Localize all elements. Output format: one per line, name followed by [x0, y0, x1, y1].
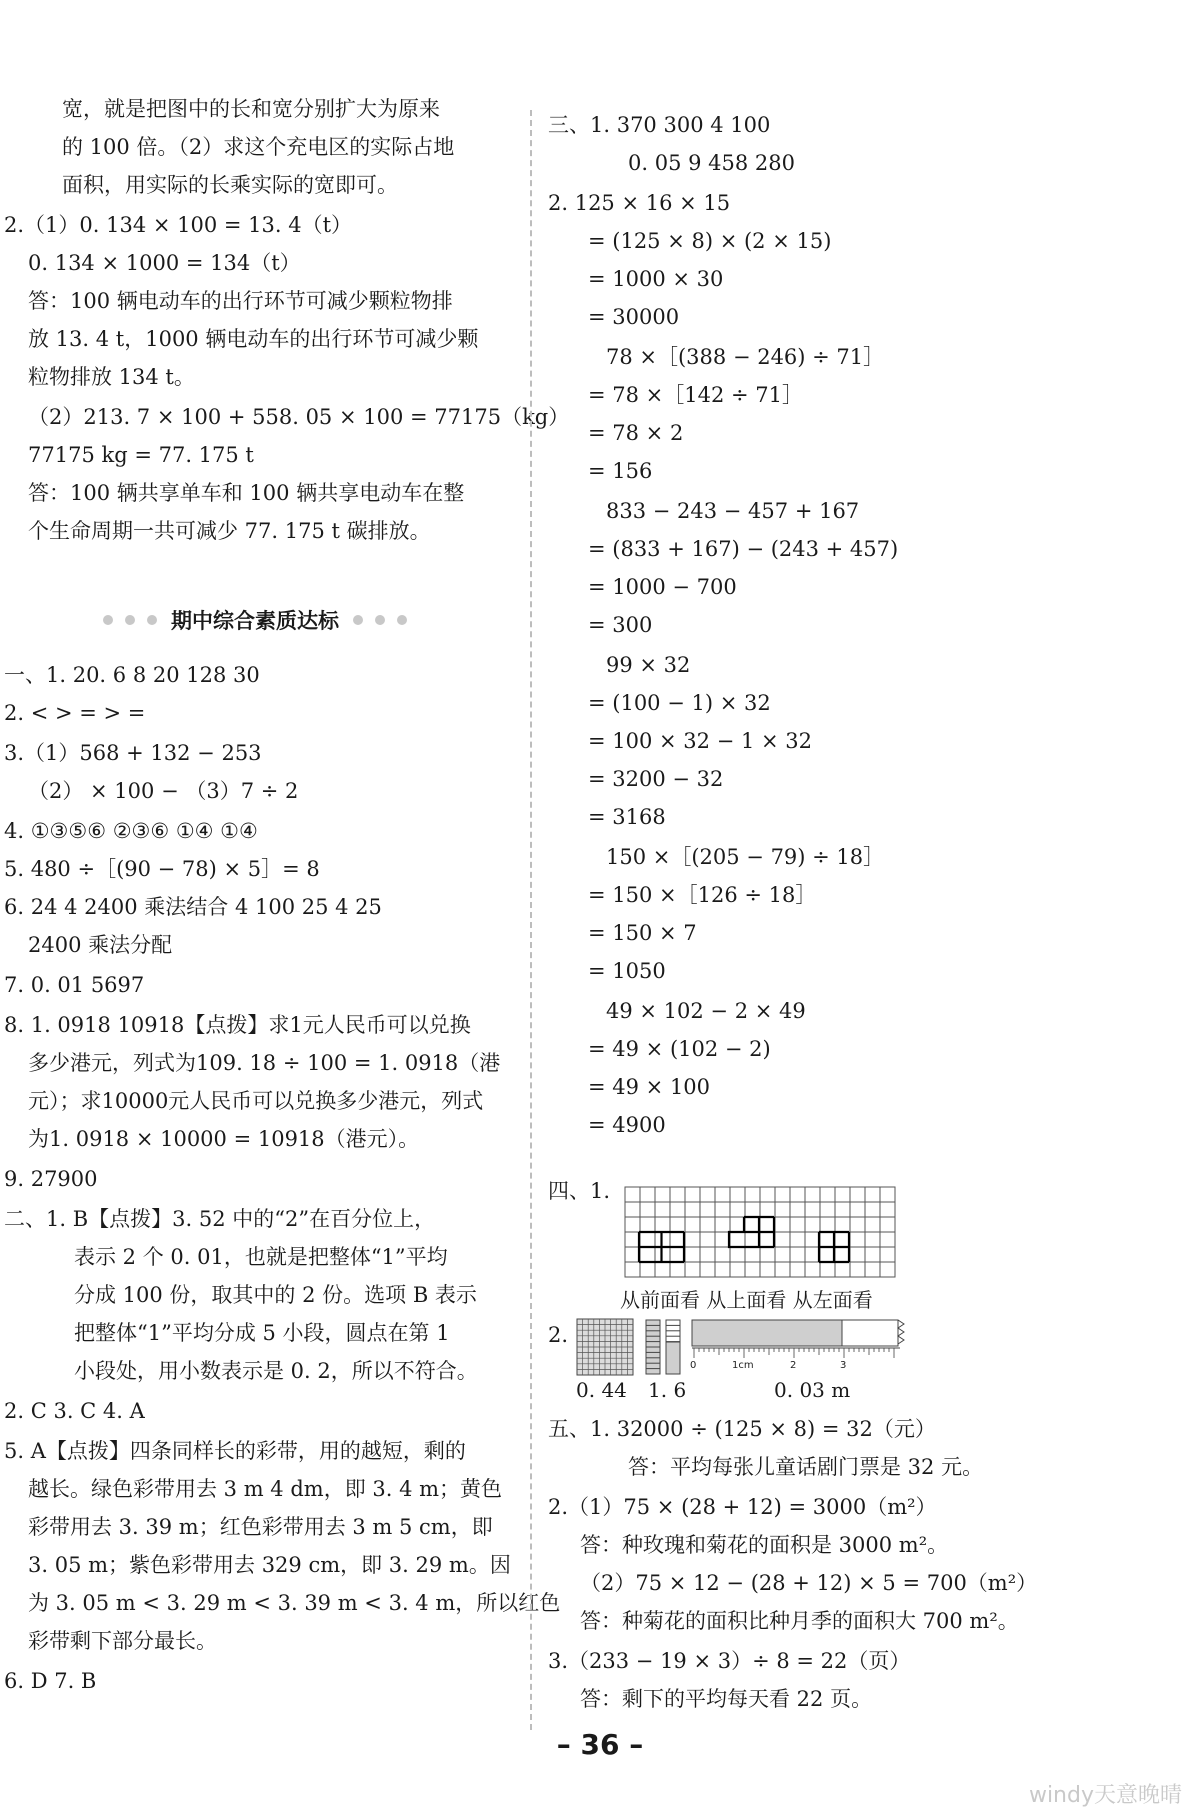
text-line: 5. 480 ÷［(90 − 78) × 5］= 8	[4, 857, 320, 881]
text-line: = 30000	[588, 305, 680, 329]
text-line: 2. C 3. C 4. A	[4, 1399, 145, 1423]
text-line: = 100 × 32 − 1 × 32	[588, 729, 812, 753]
ruler-figure	[690, 1318, 920, 1376]
text-line: = 156	[588, 459, 653, 483]
text-line: 二、1. B【点拨】3. 52 中的“2”在百分位上，	[4, 1207, 436, 1231]
text-line: = (100 − 1) × 32	[588, 691, 771, 715]
answer-line: 答：平均每张儿童话剧门票是 32 元。	[628, 1455, 984, 1479]
text-line: = 49 × (102 − 2)	[588, 1037, 771, 1061]
watermark: windy天意晚晴	[1028, 1783, 1182, 1808]
text-line: 元）；求10000元人民币可以兑换多少港元，列式	[28, 1089, 484, 1113]
text-line: 6. D 7. B	[4, 1669, 97, 1693]
text-line: 2.（1）75 × (28 + 12) = 3000（m²）	[548, 1495, 937, 1519]
text-line: = 1050	[588, 959, 666, 983]
hundred-grid-figure	[576, 1318, 636, 1376]
text-line: = 49 × 100	[588, 1075, 711, 1099]
text-line: 4. ①③⑤⑥ ②③⑥ ①④ ①④	[4, 819, 258, 843]
text-line: 分成 100 份，取其中的 2 份。选项 B 表示	[74, 1283, 477, 1307]
text-line: = 150 × 7	[588, 921, 697, 945]
text-line: = (833 + 167) − (243 + 457)	[588, 537, 899, 561]
text-line: = (125 × 8) × (2 × 15)	[588, 229, 832, 253]
text-line: = 1000 × 30	[588, 267, 724, 291]
text-line: 78 ×［(388 − 246) ÷ 71］	[606, 345, 885, 369]
column-divider	[530, 110, 532, 1730]
ruler-tick-label: 1cm	[732, 1360, 754, 1371]
text-line: 2.（1）0. 134 × 100 = 13. 4（t）	[4, 213, 353, 237]
text-line: 越长。绿色彩带用去 3 m 4 dm，即 3. 4 m；黄色	[28, 1477, 503, 1501]
text-line: 9. 27900	[4, 1167, 98, 1191]
bars-figure	[644, 1318, 684, 1376]
bars-value: 1. 6	[648, 1378, 687, 1402]
text-line: 宽，就是把图中的长和宽分别扩大为原来	[62, 97, 440, 121]
text-line: 3.（1）568 + 132 − 253	[4, 741, 262, 765]
text-line: 2. 125 × 16 × 15	[548, 191, 731, 215]
text-line: 150 ×［(205 − 79) ÷ 18］	[606, 845, 885, 869]
text-line: 6. 24 4 2400 乘法结合 4 100 25 4 25	[4, 895, 382, 919]
text-line: = 4900	[588, 1113, 666, 1137]
text-line: 77175 kg = 77. 175 t	[28, 443, 254, 467]
text-line: 把整体“1”平均分成 5 小段，圆点在第 1	[74, 1321, 450, 1345]
text-line: 放 13. 4 t，1000 辆电动车的出行环节可减少颗	[28, 327, 479, 351]
answer-line: 答：100 辆电动车的出行环节可减少颗粒物排	[28, 289, 453, 313]
text-line: 7. 0. 01 5697	[4, 973, 145, 997]
answer-line: 答：种菊花的面积比种月季的面积大 700 m²。	[580, 1609, 1019, 1633]
text-line: = 78 ×［142 ÷ 71］	[588, 383, 804, 407]
text-line: （2）75 × 12 − (28 + 12) × 5 = 700（m²）	[580, 1571, 1038, 1595]
text-line: 多少港元，列式为109. 18 ÷ 100 = 1. 0918（港	[28, 1051, 501, 1075]
dots-right	[353, 615, 407, 625]
text-line: （2）213. 7 × 100 + 558. 05 × 100 = 77175（kg）	[28, 405, 570, 429]
text-line: 一、1. 20. 6 8 20 128 30	[4, 663, 260, 687]
answer-line: 答：剩下的平均每天看 22 页。	[580, 1687, 873, 1711]
dots-left	[103, 615, 157, 625]
text-line: 3.（233 − 19 × 3）÷ 8 = 22（页）	[548, 1649, 911, 1673]
text-line: 彩带剩下部分最长。	[28, 1629, 217, 1653]
ruler-tick-label: 3	[840, 1360, 847, 1371]
grid-value: 0. 44	[576, 1378, 627, 1402]
text-line: 2. < > = > =	[4, 701, 146, 725]
answer-line: 答：种玫瑰和菊花的面积是 3000 m²。	[580, 1533, 949, 1557]
text-line: 个生命周期一共可减少 77. 175 t 碳排放。	[28, 519, 431, 543]
text-line: 的 100 倍。（2）求这个充电区的实际占地	[62, 135, 455, 159]
page-number: – 36 –	[556, 1728, 644, 1761]
section-title	[75, 600, 435, 640]
text-line: = 3200 − 32	[588, 767, 724, 791]
text-line: （2） × 100 − （3）7 ÷ 2	[28, 779, 299, 803]
text-line: 为 3. 05 m < 3. 29 m < 3. 39 m < 3. 4 m，所以红色	[28, 1591, 561, 1615]
text-line: 5. A【点拨】四条同样长的彩带，用的越短，剩的	[4, 1439, 466, 1463]
text-line: 为1. 0918 × 10000 = 10918（港元）。	[28, 1127, 420, 1151]
text-line: 五、1. 32000 ÷ (125 × 8) = 32（元）	[548, 1417, 936, 1441]
text-line: 833 − 243 − 457 + 167	[606, 499, 860, 523]
ruler-value: 0. 03 m	[774, 1378, 851, 1402]
text-line: 面积，用实际的长乘实际的宽即可。	[62, 173, 398, 197]
text-line: 三、1. 370 300 4 100	[548, 113, 771, 137]
text-line: 表示 2 个 0. 01，也就是把整体“1”平均	[74, 1245, 448, 1269]
text-line: 彩带用去 3. 39 m；红色彩带用去 3 m 5 cm，即	[28, 1515, 493, 1539]
text-line: 0. 134 × 1000 = 134（t）	[28, 251, 301, 275]
ruler-tick-label: 2	[790, 1360, 797, 1371]
views-caption: 从前面看 从上面看 从左面看	[620, 1288, 873, 1312]
q4-2-label: 2.	[548, 1323, 569, 1347]
section-title-text: 期中综合素质达标	[171, 609, 339, 633]
text-line: 49 × 102 − 2 × 49	[606, 999, 806, 1023]
text-line: 粒物排放 134 t。	[28, 365, 195, 389]
text-line: = 3168	[588, 805, 666, 829]
text-line: = 1000 − 700	[588, 575, 737, 599]
text-line: 2400 乘法分配	[28, 933, 173, 957]
text-line: = 150 ×［126 ÷ 18］	[588, 883, 817, 907]
text-line: = 78 × 2	[588, 421, 684, 445]
text-line: = 300	[588, 613, 653, 637]
q4-label: 四、1.	[548, 1179, 611, 1203]
text-line: 3. 05 m；紫色彩带用去 329 cm，即 3. 29 m。因	[28, 1553, 511, 1577]
ruler-tick-label: 0	[690, 1360, 697, 1371]
views-grid-figure	[624, 1186, 896, 1278]
text-line: 小段处，用小数表示是 0. 2，所以不符合。	[74, 1359, 478, 1383]
text-line: 0. 05 9 458 280	[628, 151, 795, 175]
text-line: 99 × 32	[606, 653, 691, 677]
text-line: 8. 1. 0918 10918【点拨】求1元人民币可以兑换	[4, 1013, 471, 1037]
answer-line: 答：100 辆共享单车和 100 辆共享电动车在整	[28, 481, 465, 505]
